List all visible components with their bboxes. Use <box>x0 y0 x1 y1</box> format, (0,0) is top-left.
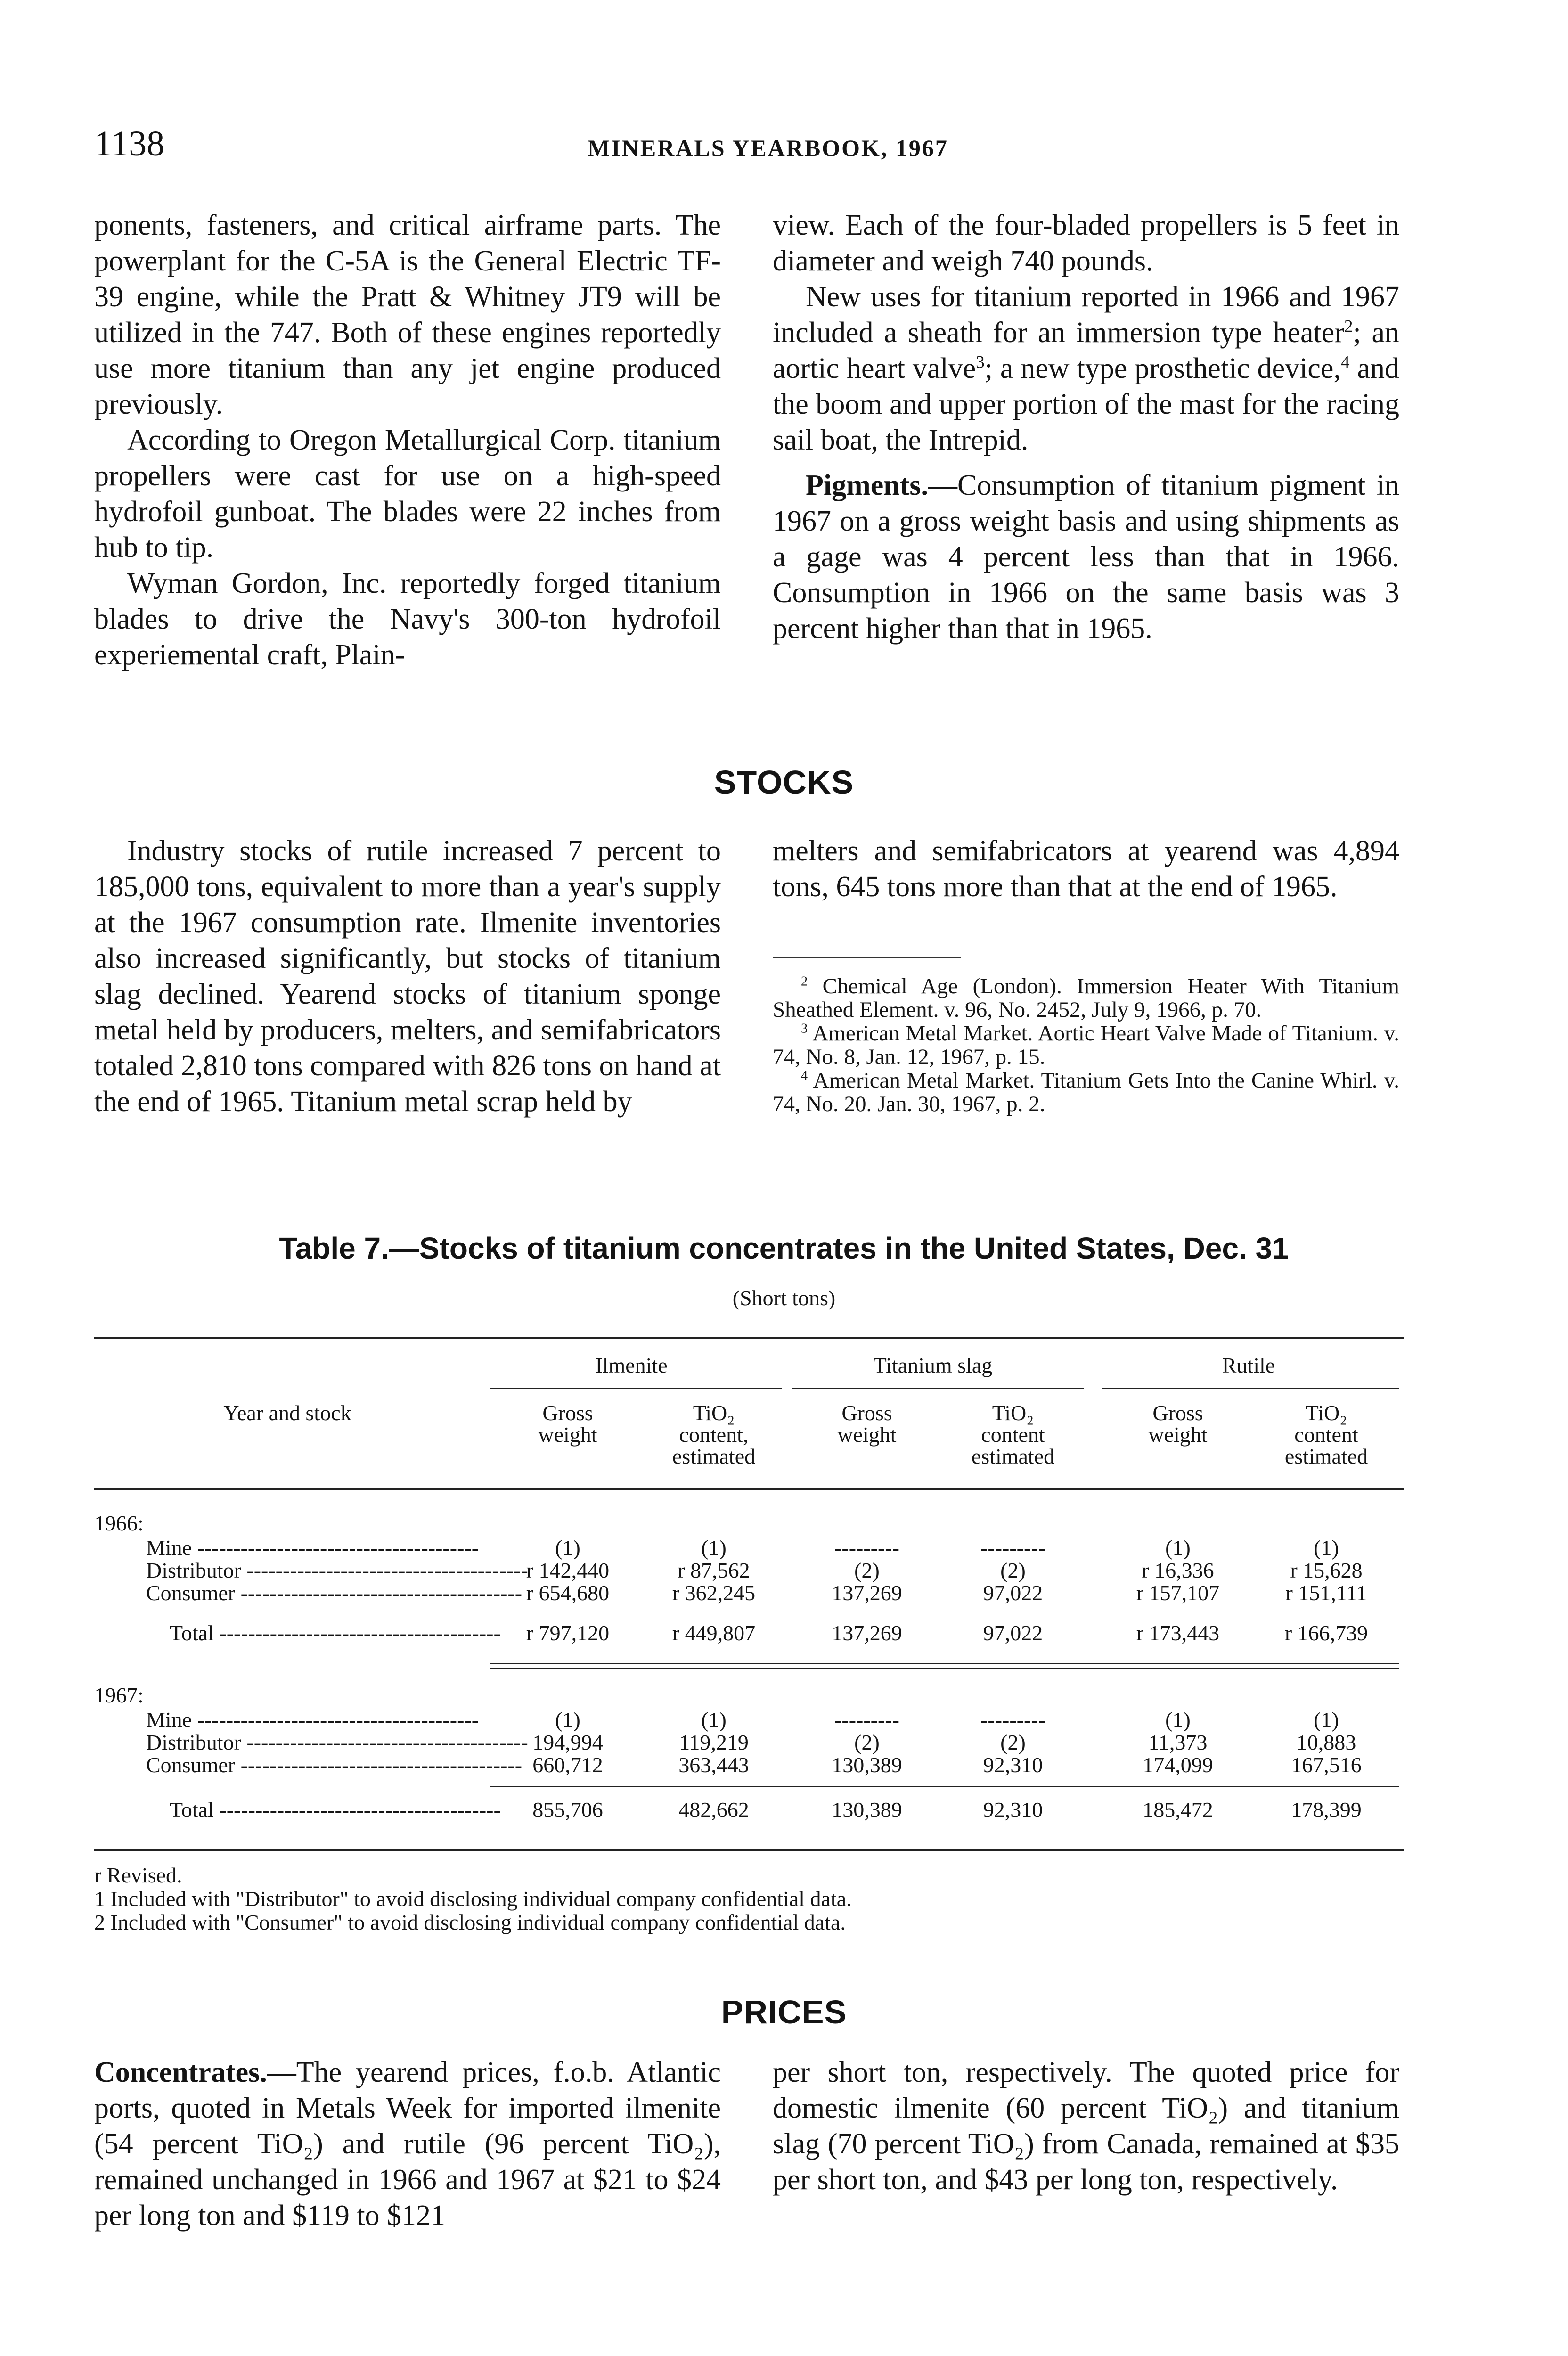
table-cell: (2) <box>1000 1558 1026 1582</box>
group-rule <box>490 1388 782 1389</box>
prices-left-paragraph <box>94 2054 721 2233</box>
table-cell: 482,662 <box>678 1798 749 1822</box>
header-line: TiO₂ <box>1305 1401 1348 1425</box>
table-cell: 10,883 <box>1296 1730 1356 1754</box>
table-cell: r 87,562 <box>678 1558 750 1582</box>
intro-left-column <box>94 207 721 673</box>
header-line: Gross <box>542 1401 593 1425</box>
pigments-lead: Pigments. <box>806 469 929 501</box>
group-rule <box>792 1388 1084 1389</box>
table-cell: 130,389 <box>832 1753 902 1777</box>
header-line: estimated <box>1284 1444 1368 1468</box>
table-cell: (1) <box>555 1536 580 1560</box>
table-note-2: 2 Included with "Consumer" to avoid disclosing individual company confidential data. <box>94 1910 846 1934</box>
intro-left-paragraph: ponents, fasteners, and critical airframe parts. The powerplant for the C-5A is the General Electric TF-39 engine, while the Pratt & Whitney JT9 will be utilized in the 747. Both of these engines reportedly use more titanium than any jet engine produced previously. <box>94 209 721 420</box>
column-header <box>645 1402 782 1467</box>
row-label: Mine <box>146 1708 192 1732</box>
intro-right-paragraph: view. Each of the four-bladed propellers is 5 feet in diameter and weigh 740 pounds. <box>773 209 1399 277</box>
header-line: Gross <box>841 1401 892 1425</box>
row-label-consumer-1967: Consumer --------------------------------------- <box>146 1753 523 1777</box>
table-cell: 137,269 <box>832 1581 902 1605</box>
header-line: estimated <box>971 1444 1055 1468</box>
text-run: New uses for titanium reported in 1966 and 1967 included a sheath for an immersion type heater <box>773 281 1399 349</box>
row-label: Distributor <box>146 1730 241 1754</box>
table-cell: 119,219 <box>679 1730 749 1754</box>
footnote <box>773 1069 1399 1116</box>
table-cell: r 166,739 <box>1284 1621 1368 1645</box>
table-cell: 92,310 <box>983 1798 1043 1822</box>
table-cell: (1) <box>1165 1708 1191 1732</box>
row-label-total-1966: Total --------------------------------------- <box>170 1621 501 1645</box>
footnote <box>773 1022 1399 1069</box>
table-cell: (1) <box>1165 1536 1191 1560</box>
prices-right-column <box>773 2054 1399 2198</box>
text-run: ; a new type prosthetic device, <box>984 352 1341 384</box>
group-header-ilmenite: Ilmenite <box>595 1353 668 1377</box>
table-cell: (2) <box>854 1730 880 1754</box>
table-cell: r 15,628 <box>1290 1558 1363 1582</box>
table-cell: (2) <box>1000 1730 1026 1754</box>
footnote-ref: 4 <box>1340 352 1350 372</box>
header-line: Gross <box>1152 1401 1203 1425</box>
group-header-slag: Titanium slag <box>873 1353 993 1377</box>
table-cell: 130,389 <box>832 1798 902 1822</box>
table-cell: --------- <box>834 1708 899 1732</box>
table-cell: 194,994 <box>532 1730 603 1754</box>
prices-title: PRICES <box>721 1994 847 2030</box>
header-line: content, <box>679 1423 749 1447</box>
header-line: content <box>1294 1423 1358 1447</box>
table-cell: 97,022 <box>983 1581 1043 1605</box>
header-line: estimated <box>672 1444 756 1468</box>
group-header-rutile: Rutile <box>1222 1353 1275 1377</box>
table-cell: r 157,107 <box>1136 1581 1220 1605</box>
header-line: weight <box>538 1423 597 1447</box>
column-header <box>1102 1402 1253 1446</box>
table-cell: 178,399 <box>1291 1798 1362 1822</box>
year-label-1967: 1967: <box>94 1683 144 1707</box>
table-cell: 11,373 <box>1148 1730 1208 1754</box>
stocks-title: STOCKS <box>714 764 854 801</box>
row-label: Distributor <box>146 1558 241 1582</box>
table-cell: (1) <box>555 1708 580 1732</box>
footnote <box>773 974 1399 1022</box>
footnotes <box>773 974 1399 1116</box>
row-label-distributor-1966: Distributor --------------------------------------- <box>146 1558 528 1582</box>
table-cell: r 16,336 <box>1142 1558 1214 1582</box>
table-cell: r 142,440 <box>526 1558 610 1582</box>
intro-left-paragraph: Wyman Gordon, Inc. reportedly forged titanium blades to drive the Navy's 300-ton hydrofoil experiemental craft, Plain- <box>94 567 721 671</box>
table-cell: 855,706 <box>532 1798 603 1822</box>
total-rule <box>490 1668 1399 1669</box>
table-note-revised: r Revised. <box>94 1863 182 1887</box>
table-cell: --------- <box>834 1536 899 1560</box>
column-header <box>490 1402 645 1446</box>
header-line: weight <box>1148 1423 1208 1447</box>
year-label-1966: 1966: <box>94 1511 144 1535</box>
stub-header: Year and stock <box>223 1401 351 1425</box>
stocks-right-column <box>773 833 1399 905</box>
row-label-total-1967: Total --------------------------------------- <box>170 1798 501 1822</box>
table-units: (Short tons) <box>732 1286 836 1310</box>
table-cell: 363,443 <box>678 1753 749 1777</box>
table-cell: (1) <box>701 1536 727 1560</box>
row-label: Consumer <box>146 1581 236 1605</box>
footnote-mark: 4 <box>801 1068 808 1083</box>
row-label-mine-1966: Mine --------------------------------------- <box>146 1536 479 1560</box>
table-cell: r 797,120 <box>526 1621 610 1645</box>
prices-left-column <box>94 2054 721 2233</box>
footnote-text: American Metal Market. Titanium Gets Into the Canine Whirl. v. 74, No. 20. Jan. 30, 1967, p. 2. <box>773 1068 1399 1116</box>
footnote-text: Chemical Age (London). Immersion Heater With Titanium Sheathed Element. v. 96, No. 2452, July 9, 1966, p. 70. <box>773 974 1399 1022</box>
table-top-rule <box>94 1337 1404 1339</box>
table-cell: 167,516 <box>1291 1753 1362 1777</box>
row-label-distributor-1967: Distributor --------------------------------------- <box>146 1730 528 1754</box>
header-line: weight <box>837 1423 897 1447</box>
table-cell: (2) <box>854 1558 880 1582</box>
row-label: Total <box>170 1798 214 1822</box>
table-cell: 174,099 <box>1143 1753 1213 1777</box>
table-bottom-rule <box>94 1849 1404 1851</box>
intro-right-column <box>773 207 1399 646</box>
table-note-1: 1 Included with "Distributor" to avoid disclosing individual company confidential data. <box>94 1887 852 1911</box>
header-line: TiO₂ <box>693 1401 735 1425</box>
total-rule <box>490 1786 1399 1787</box>
table-cell: r 173,443 <box>1136 1621 1220 1645</box>
table-cell: (1) <box>1314 1708 1339 1732</box>
column-header <box>942 1402 1084 1467</box>
running-title: MINERALS YEARBOOK, 1967 <box>588 135 948 161</box>
stocks-left-column <box>94 833 721 1120</box>
page-number: 1138 <box>94 124 165 164</box>
table-cell: 137,269 <box>832 1621 902 1645</box>
column-header <box>1253 1402 1399 1467</box>
footnote-ref: 3 <box>976 352 985 372</box>
pigments-paragraph <box>773 467 1399 646</box>
pigments-text: —Consumption of titanium pigment in 1967 on a gross weight basis and using shipments as a gage was 4 percent less than that in 1966. Consumption in 1966 on the same basis was 3 percent higher than that in 1965. <box>773 469 1399 645</box>
total-rule <box>490 1663 1399 1664</box>
table-cell: 660,712 <box>532 1753 603 1777</box>
footnote-mark: 3 <box>801 1021 808 1036</box>
table-cell: (1) <box>701 1708 727 1732</box>
concentrates-lead: Concentrates. <box>94 2056 267 2088</box>
intro-right-paragraph <box>773 279 1399 458</box>
table-cell: r 449,807 <box>672 1621 756 1645</box>
row-label: Total <box>170 1621 214 1645</box>
group-rule <box>1102 1388 1399 1389</box>
prices-right-paragraph: per short ton, respectively. The quoted price for domestic ilmenite (60 percent TiO₂) and titanium slag (70 percent TiO₂) from Canada, remained at $35 per short ton, and $43 per long ton, respectively. <box>773 2056 1399 2196</box>
footnote-rule <box>773 957 961 958</box>
column-header <box>792 1402 942 1446</box>
table-cell: r 654,680 <box>526 1581 610 1605</box>
header-line: content <box>981 1423 1045 1447</box>
intro-left-paragraph: According to Oregon Metallurgical Corp. titanium propellers were cast for use on a high-speed hydrofoil gunboat. The blades were 22 inches from hub to tip. <box>94 424 721 564</box>
stocks-left-paragraph: Industry stocks of rutile increased 7 percent to 185,000 tons, equivalent to more than a year's supply at the 1967 consumption rate. Ilmenite inventories also increased significantly, but stocks of titanium slag declined. Yearend stocks of titanium sponge metal held by producers, melters, and semifabricators totaled 2,810 tons compared with 826 tons on hand at the end of 1965. Titanium metal scrap held by <box>94 835 721 1118</box>
footnote-ref: 2 <box>1344 317 1353 336</box>
footnote-text: American Metal Market. Aortic Heart Valve Made of Titanium. v. 74, No. 8, Jan. 12, 1967, p. 15. <box>773 1021 1399 1069</box>
row-label-consumer-1966: Consumer --------------------------------------- <box>146 1581 523 1605</box>
footnote-mark: 2 <box>801 974 808 989</box>
header-bottom-rule <box>94 1488 1404 1490</box>
row-label: Consumer <box>146 1753 236 1777</box>
table-cell: 97,022 <box>983 1621 1043 1645</box>
text-run: and the boom and upper portion of the mast for the racing sail boat, the Intrepid. <box>773 352 1399 456</box>
table-cell: r 151,111 <box>1285 1581 1367 1605</box>
row-label-mine-1967: Mine --------------------------------------- <box>146 1708 479 1732</box>
table-caption: Table 7.—Stocks of titanium concentrates in the United States, Dec. 31 <box>279 1231 1289 1265</box>
table-cell: --------- <box>980 1708 1045 1732</box>
stocks-right-paragraph: melters and semifabricators at yearend was 4,894 tons, 645 tons more than that at the end of 1965. <box>773 835 1399 903</box>
table-cell: --------- <box>980 1536 1045 1560</box>
table-cell: r 362,245 <box>672 1581 756 1605</box>
table-cell: 185,472 <box>1143 1798 1213 1822</box>
header-line: TiO₂ <box>992 1401 1034 1425</box>
prices-left-text: —The yearend prices, f.o.b. Atlantic ports, quoted in Metals Week for imported ilmenite (54 percent TiO₂) and rutile (96 percent TiO₂), remained unchanged in 1966 and 1967 at $21 to $24 per long ton and $119 to $121 <box>94 2056 721 2232</box>
table-cell: (1) <box>1314 1536 1339 1560</box>
table-cell: 92,310 <box>983 1753 1043 1777</box>
row-label: Mine <box>146 1536 192 1560</box>
text-run: ; an aortic heart valve <box>773 317 1400 384</box>
